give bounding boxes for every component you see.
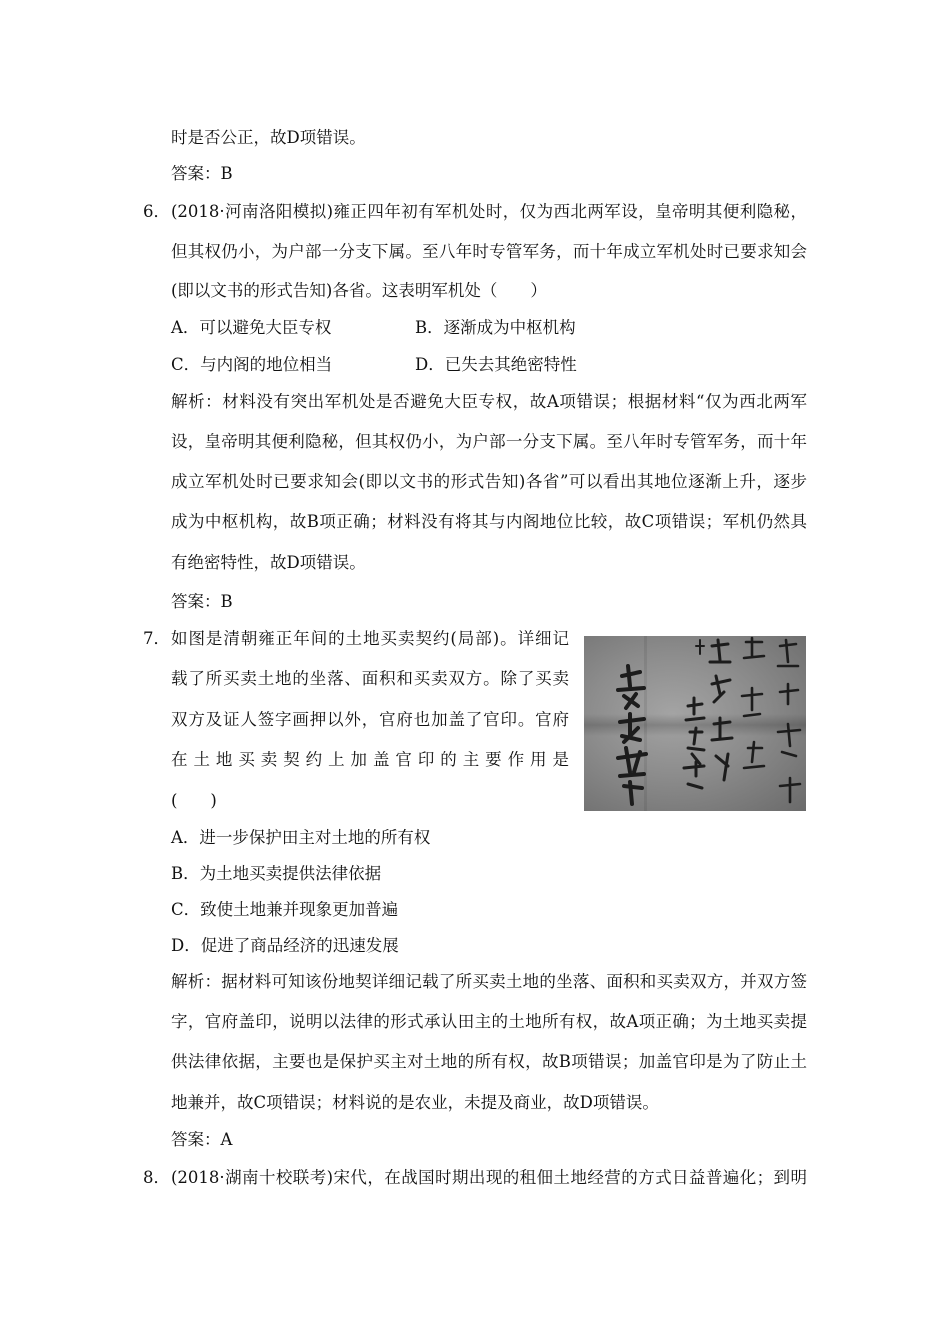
- explanation-line: 地兼并，故C项错误；材料说的是农业，未提及商业，故D项错误。: [171, 1093, 659, 1112]
- option-b: B．为土地买卖提供法律依据: [171, 864, 382, 883]
- option-d: D．已失去其绝密特性: [415, 355, 577, 374]
- contract-photo: [584, 636, 806, 811]
- explanation-line: 解析：材料没有突出军机处是否避免大臣专权，故A项错误；根据材料“仅为西北两军: [171, 392, 807, 411]
- option-a: A．进一步保护田主对土地的所有权: [171, 828, 431, 847]
- answer-line: 答案：B: [171, 164, 233, 183]
- question-stem-line: 双方及证人签字画押以外，官府也加盖了官印。官府: [171, 710, 569, 729]
- question-stem-line: (2018·湖南十校联考)宋代，在战国时期出现的租佃土地经营的方式日益普遍化；到明: [171, 1168, 807, 1187]
- question-stem-line: 但其权仍小，为户部一分支下属。至八年时专管军务，而十年成立军机处时已要求知会: [171, 242, 807, 261]
- explanation-line: 成立军机处时已要求知会(即以文书的形式告知)各省”可以看出其地位逐渐上升，逐步: [171, 472, 807, 491]
- text-line: 时是否公正，故D项错误。: [171, 128, 366, 147]
- question-stem-line: 如图是清朝雍正年间的土地买卖契约(局部)。详细记: [171, 629, 569, 648]
- option-d: D．促进了商品经济的迅速发展: [171, 936, 399, 955]
- explanation-line: 有绝密特性，故D项错误。: [171, 553, 366, 572]
- question-number: 7．: [143, 629, 170, 648]
- question-stem-line: (2018·河南洛阳模拟)雍正四年初有军机处时，仅为西北两军设，皇帝明其便利隐秘，: [171, 202, 807, 221]
- question-stem-line: (即以文书的形式告知)各省。这表明军机处（ ）: [171, 281, 547, 300]
- explanation-line: 成为中枢机构，故B项正确；材料没有将其与内阁地位比较，故C项错误；军机仍然具: [171, 512, 807, 531]
- question-stem-line: 在土地买卖契约上加盖官印的主要作用是: [171, 750, 569, 769]
- explanation-line: 解析：据材料可知该份地契详细记载了所买卖土地的坐落、面积和买卖双方，并双方签: [171, 972, 807, 991]
- contract-calligraphy-image: [584, 636, 806, 811]
- explanation-line: 供法律依据，主要也是保护买主对土地的所有权，故B项错误；加盖官印是为了防止土: [171, 1052, 807, 1071]
- answer-line: 答案：B: [171, 592, 233, 611]
- question-number: 8．: [143, 1168, 170, 1187]
- answer-line: 答案：A: [171, 1130, 233, 1149]
- option-c: C．与内阁的地位相当: [171, 355, 333, 374]
- question-stem-line: 载了所买卖土地的坐落、面积和买卖双方。除了买卖: [171, 669, 569, 688]
- explanation-line: 设，皇帝明其便利隐秘，但其权仍小，为户部一分支下属。至八年时专管军务，而十年: [171, 432, 807, 451]
- answer-bracket: ( ): [171, 791, 217, 810]
- option-b: B．逐渐成为中枢机构: [415, 318, 576, 337]
- explanation-line: 字，官府盖印，说明以法律的形式承认田主的土地所有权，故A项正确；为土地买卖提: [171, 1012, 807, 1031]
- option-a: A．可以避免大臣专权: [171, 318, 332, 337]
- option-c: C．致使土地兼并现象更加普遍: [171, 900, 399, 919]
- question-number: 6．: [143, 202, 170, 221]
